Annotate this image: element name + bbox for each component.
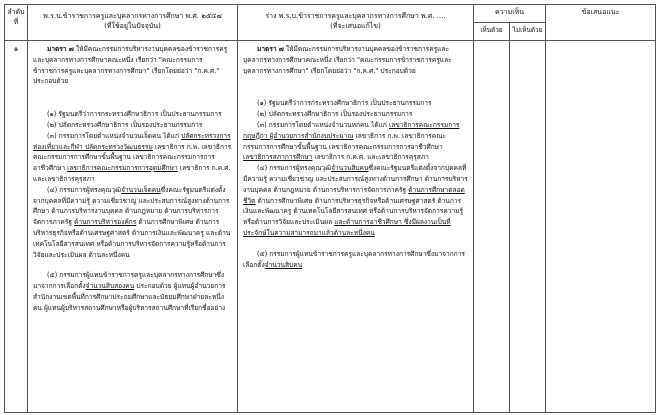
- draft-item-5-a: (๕) กรรมการผู้แทนข้าราชการครูและบุคลากรทางการศึกษาซึ่งมาจากการเลือกตั้ง: [243, 249, 465, 269]
- draft-item-3-a: (๓) กรรมการโดยตำแหน่งจำนวนหกคน ได้แก่: [257, 120, 389, 129]
- current-item-4-u2: ด้านการบริหารองค์กร: [74, 218, 137, 227]
- current-item-4-b: ซึ่งคณะรัฐมนตรีแต่งตั้งจากบุคคลที่มีความรู้ ความเชี่ยวชาญ และประสบการณ์สูงทางด้านการศึกษา ด้านการบริหารงานบุคคล ด้านกฎหมาย ด้านการบริหารการจัดการภาครัฐ: [33, 185, 230, 227]
- draft-item-4-u2: ด้านการศึกษาตลอดชีวิต: [243, 185, 465, 205]
- current-item-3-c: เลขาธิการ ก.ค.ศ. และเลขาธิการคุรุสภา: [33, 164, 231, 183]
- header-seq-line2: ที่: [13, 18, 19, 26]
- header-draft-line2: (ที่จะเสนอแก้ไข): [330, 22, 381, 30]
- current-item-3: [33, 131, 232, 185]
- current-item-4-u1: จำนวนเจ็ดคน: [121, 185, 161, 194]
- draft-item-3-c: เลขาธิการ ก.ค.ศ. และเลขาธิการคุรุสภา: [312, 153, 429, 162]
- draft-item-4-a: (๔) กรรมการผู้ทรงคุณวุฒิ: [257, 164, 332, 173]
- header-seq-line1: ลำดับ: [7, 8, 25, 16]
- header-draft-line1: ร่าง พ.ร.บ.ข้าราชการครูและบุคลากรทางการศึกษา พ.ศ. ....: [265, 12, 446, 20]
- current-item-4-a: (๔) กรรมการผู้ทรงคุณวุฒิ: [47, 185, 122, 194]
- header-seq: [5, 5, 28, 41]
- draft-item-4-c: ด้านการศึกษาพิเศษ ด้านการบริหารธุรกิจหรือด้านเศรษฐศาสตร์ ด้านการเงินและพัฒนาครู ด้านเทคโนโลยีสารสนเทศ หรือด้านการบริหารจัดการความรู้หรือด้านการวิจัยและประเมินผล: [243, 196, 464, 227]
- draft-item-4-b: ซึ่งคณะรัฐมนตรีแต่งตั้งจากบุคคลที่มีความรู้ ความเชี่ยวชาญ และประสบการณ์สูงทางด้านการศึกษา ด้านการบริหารงานบุคคล ด้านกฎหมาย ด้านการบริหารการจัดการภาครัฐ: [243, 164, 468, 194]
- current-item-4-c: ด้านการศึกษาพิเศษ ด้านการบริหารธุรกิจหรือด้านเศรษฐศาสตร์ ด้านการเงินและพัฒนาครู และด้านเทคโนโลยีสารสนเทศ หรือด้านการบริหารจัดการความรู้หรือด้านการวิจัยและประเมินผล ด้านละหนึ่งคน: [33, 218, 231, 259]
- draft-item-3-u1: เลขาธิการคณะกรรมการกฤษฎีกา ผู้อำนวยการสำนักงบประมาณ: [243, 120, 460, 140]
- header-current-line1: พ.ร.บ.ข้าราชการครูและบุคลากรทางการศึกษา พ.ศ. ๒๕๔๗: [43, 12, 222, 20]
- draft-item-4-u1: จำนวนสิบคน: [331, 164, 369, 173]
- current-section-text: ให้มีคณะกรรมการบริหารงานบุคคลของข้าราชการครูและบุคลากรทางการศึกษาคณะหนึ่ง เรียกว่า "คณะกรรมการข้าราชการครูและบุคลากรทางการศึกษา" เรียกโดยย่อว่า "ก.ค.ศ." ประกอบด้วย: [33, 45, 228, 86]
- agree-cell[interactable]: [474, 41, 510, 413]
- current-item-1: (๑) รัฐมนตรีว่าการกระทรวงศึกษาธิการ เป็นประธานกรรมการ: [47, 110, 222, 119]
- current-item-3-u1: ปลัดกระทรวงการท่องเที่ยวและกีฬา ปลัดกระทรวงวัฒนธรรม: [33, 131, 231, 151]
- draft-item-5: [243, 249, 468, 271]
- current-item-3-a: (๓) กรรมการโดยตำแหน่งจำนวนเจ็ดคน ได้แก่: [47, 131, 182, 140]
- draft-section-label: มาตรา ๗: [257, 45, 284, 53]
- current-item-5-b: ประกอบด้วย ผู้แทนผู้อำนวยการสำนักงานเขตพื้นที่การศึกษาประถมศึกษาและมัธยมศึกษาฝ่ายละหนึ่งคน ผู้แทนผู้บริหารสถานศึกษาหรือผู้บริหารสถานศึกษาที่เรียกชื่ออย่าง: [33, 282, 226, 312]
- draft-item-5-u1: จำนวนสิบคน: [264, 260, 303, 269]
- header-current-line2: (ที่ใช้อยู่ในปัจจุบัน): [104, 22, 161, 30]
- draft-item-3: [243, 120, 468, 163]
- suggestion-cell[interactable]: [546, 41, 656, 413]
- current-item-5-u1: จำนวนสิบสองคน: [85, 282, 135, 291]
- current-section-label: มาตรา ๗: [47, 45, 74, 53]
- current-item-5: [33, 270, 232, 313]
- current-item-5-a: (๕) กรรมการผู้แทนข้าราชการครูและบุคลากรทางการศึกษาซึ่งมาจากการเลือกตั้ง: [33, 271, 225, 291]
- current-item-3-b: เลขาธิการ ก.พ. เลขาธิการคณะกรรมการการศึกษาขั้นพื้นฐาน เลขาธิการคณะกรรมการการอาชีวศึกษา: [33, 142, 232, 173]
- current-item-3-u2: เลขาธิการคณะกรรมการการอุดมศึกษา: [67, 164, 178, 173]
- draft-item-4: [243, 163, 468, 239]
- draft-item-4-u3: และด้านการอาชีวศึกษา ซึ่งมีผลงานเป็นที่ประจักษ์ในความสามารถมาแล้วด้านละหนึ่งคน: [243, 218, 451, 237]
- header-suggestion: ข้อเสนอแนะ: [546, 5, 656, 41]
- header-draft: [238, 5, 474, 41]
- current-law-cell: [28, 41, 238, 413]
- draft-item-1: (๑) รัฐมนตรีว่าการกระทรวงศึกษาธิการ เป็นประธานกรรมการ: [257, 99, 432, 108]
- current-item-2: (๒) ปลัดกระทรวงศึกษาธิการ เป็นรองประธานกรรมการ: [47, 120, 203, 129]
- draft-item-3-u2: เลขาธิการสภาการศึกษา: [243, 153, 313, 162]
- draft-item-2: (๒) ปลัดกระทรวงศึกษาธิการ เป็นรองประธานกรรมการ: [257, 110, 413, 119]
- current-item-4: [33, 185, 232, 261]
- comparison-table: [4, 4, 656, 413]
- header-disagree: ไม่เห็นด้วย: [510, 23, 546, 41]
- row-number: ๑: [5, 41, 28, 413]
- disagree-cell[interactable]: [510, 41, 546, 413]
- draft-law-cell: [238, 41, 474, 413]
- draft-item-3-b: เลขาธิการ ก.พ. เลขาธิการคณะกรรมการการศึกษาขั้นพื้นฐาน เลขาธิการคณะกรรมการการอาชีวศึกษา: [243, 131, 446, 151]
- draft-section-text: ให้มีคณะกรรมการบริหารงานบุคคลของข้าราชการครูและบุคลากรทางการศึกษาคณะหนึ่ง เรียกว่า "คณะกรรมการข้าราชการครูและบุคลากรทางการศึกษา" เรียกโดยย่อว่า "ก.ค.ศ." ประกอบด้วย: [243, 45, 452, 75]
- header-opinion: ความเห็น: [474, 5, 546, 23]
- header-agree: เห็นด้วย: [474, 23, 510, 41]
- header-current: [28, 5, 238, 41]
